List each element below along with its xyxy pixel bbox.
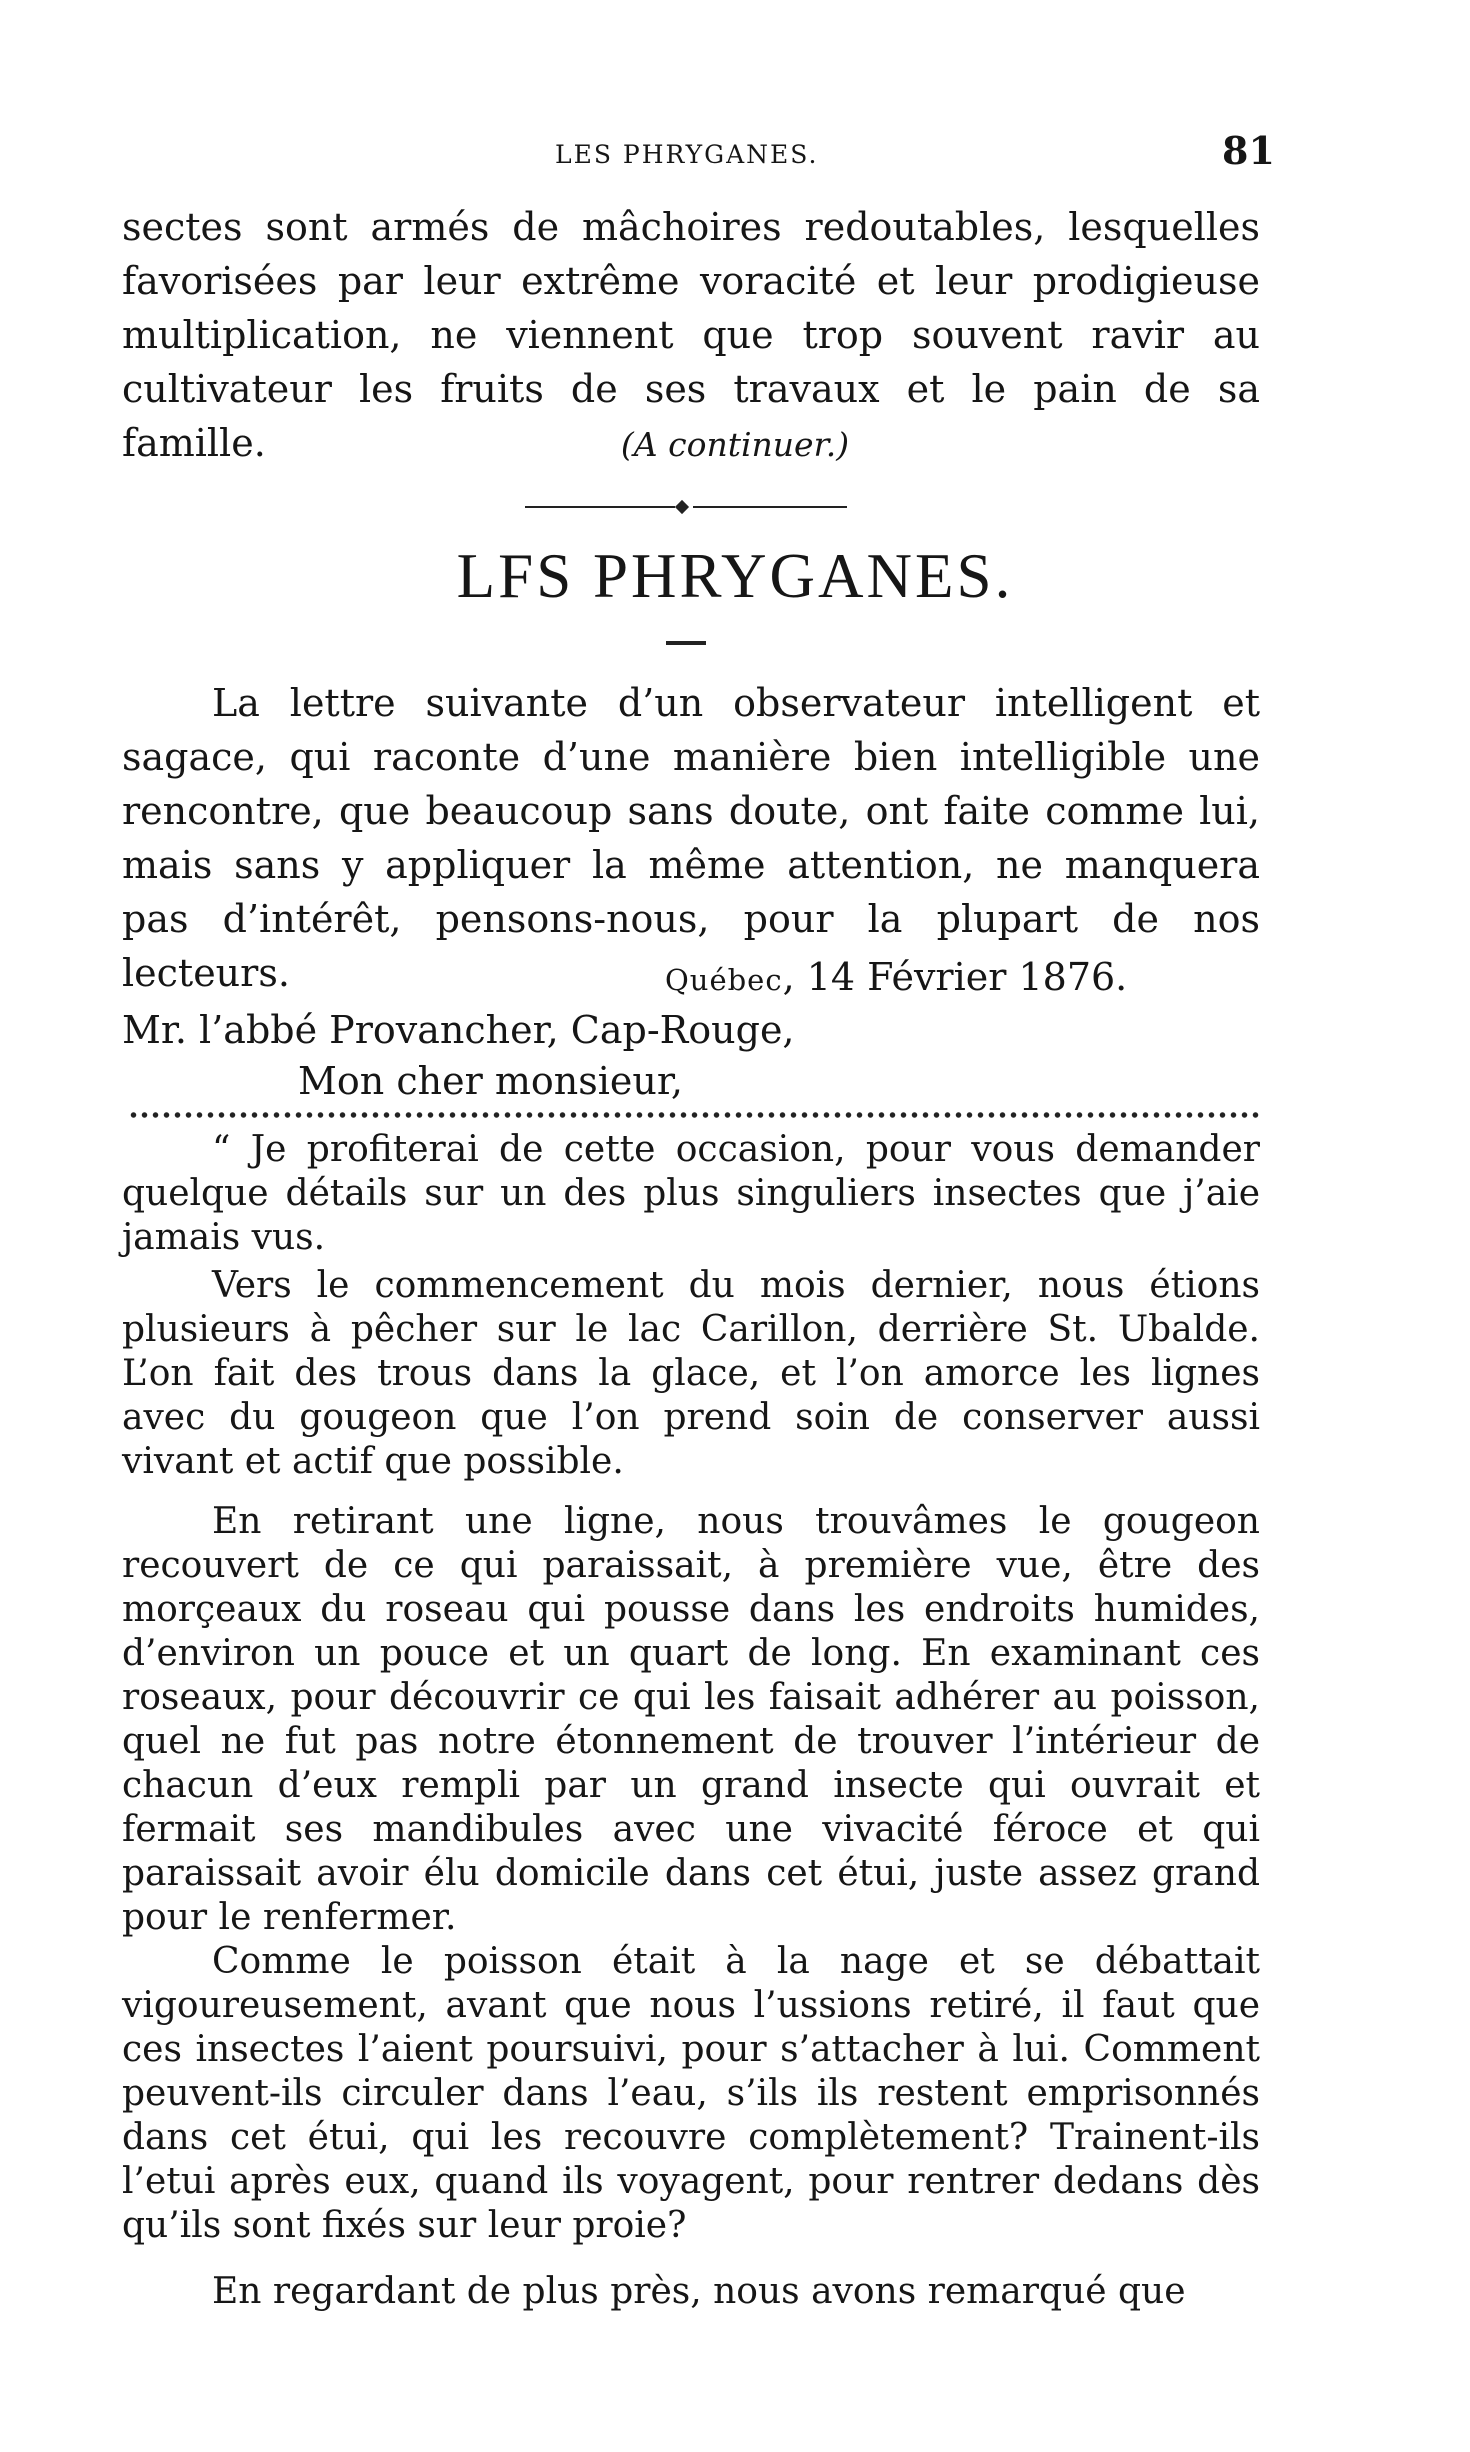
article-title: LFS PHRYGANES.: [456, 541, 1014, 611]
section-divider: [525, 500, 847, 514]
dateline-date: , 14 Février 1876.: [782, 955, 1128, 999]
letter-paragraph-1: “ Je profiterai de cette occasion, pour vous demander quelque détails sur un des plus singuliers insectes que j’aie jamais vus.: [122, 1129, 1260, 1258]
continued-note: (A continuer.): [620, 425, 850, 464]
addressee: Mr. l’abbé Provancher, Cap-Rouge,: [122, 1008, 795, 1052]
salutation: Mon cher monsieur,: [298, 1059, 683, 1103]
article-lead: La lettre suivante d’un observateur intelligent et sagace, qui raconte d’une manière bien intelligible une rencontre, que beaucoup sans doute, ont faite comme lui, mais sans y appliquer la même attention, ne manquera pas d’intérêt, pensons-nous, pour la plupart de nos lecteurs.: [122, 681, 1260, 995]
letter-paragraph-2: Vers le commencement du mois dernier, nous étions plusieurs à pêcher sur le lac Carillon, derrière St. Ubalde. L’on fait des trous dans la glace, et l’on amorce les lignes avec du gougeon que l’on prend soin de conserver aussi vivant et actif que possible.: [122, 1265, 1260, 1482]
dotted-separator: [128, 1110, 1260, 1120]
dateline-place: Québec: [665, 963, 783, 997]
letter-paragraph-3: En retirant une ligne, nous trouvâmes le gougeon recouvert de ce qui paraissait, à première vue, être des morçeaux du roseau qui pousse dans les endroits humides, d’environ un pouce et un quart de long. En examinant ces roseaux, pour découvrir ce qui les faisait adhérer au poisson, quel ne fut pas notre étonnement de trouver l’intérieur de chacun d’eux rempli par un grand insecte qui ouvrait et fermait ses mandibules avec une vivacité féroce et qui paraissait avoir élu domicile dans cet étui, juste assez grand pour le renfermer.: [122, 1501, 1260, 1938]
letter-paragraph-4: Comme le poisson était à la nage et se débattait vigoureusement, avant que nous l’ussions retiré, il faut que ces insectes l’aient poursuivi, pour s’attacher à lui. Comment peuvent-ils circuler dans l’eau, s’ils ils restent emprisonnés dans cet étui, qui les recouvre complètement? Trainent-ils l’etui après eux, quand ils voyagent, pour rentrer dedans dès qu’ils sont fixés sur leur proie?: [122, 1941, 1260, 2246]
intro-paragraph: sectes sont armés de mâchoires redoutables, lesquelles favorisées par leur extrême voracité et leur prodigieuse multiplication, ne viennent que trop souvent ravir au cultivateur les fruits de ses travaux et le pain de sa famille.: [122, 205, 1260, 465]
letter-paragraph-5: En regardant de plus près, nous avons remarqué que: [212, 2271, 1186, 2312]
running-head: LES PHRYGANES.: [555, 140, 819, 169]
page-number: 81: [1222, 128, 1275, 173]
dateline: [665, 950, 1127, 1007]
title-dash: [666, 641, 706, 645]
